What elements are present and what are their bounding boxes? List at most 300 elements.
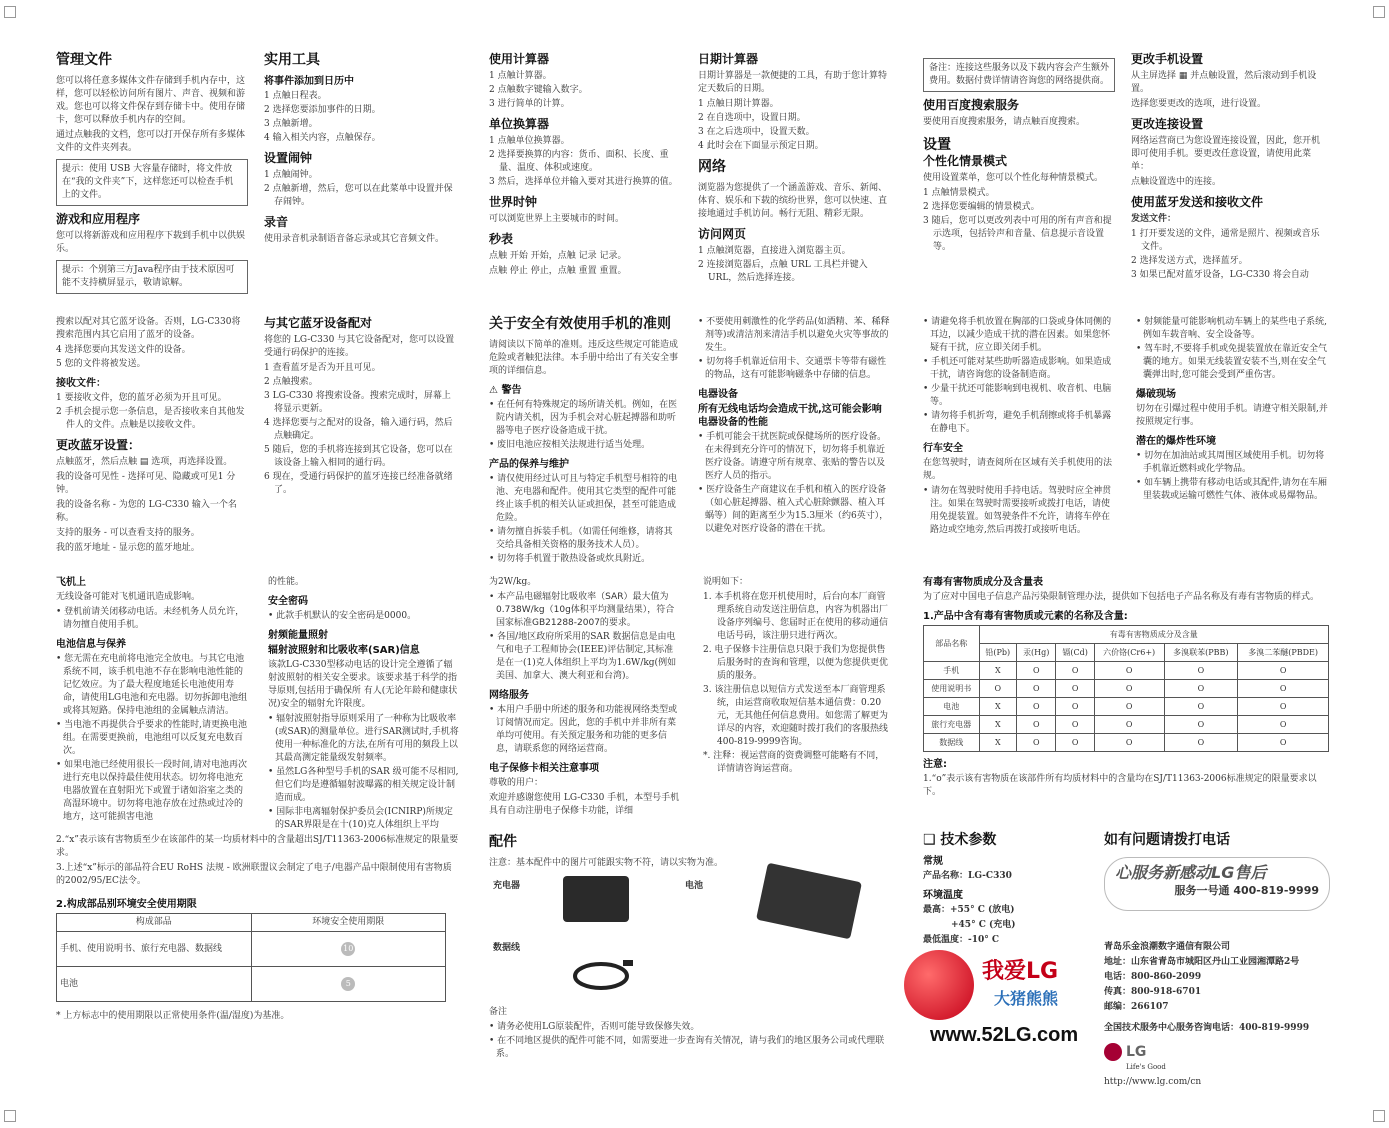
section-sar-2: [489, 576, 681, 820]
period-badge: 5: [341, 977, 355, 991]
cable-image: [569, 956, 639, 996]
paragraph: 尊敬的用户：: [489, 778, 544, 788]
bullet: • 切勿将手机靠近信用卡、交通票卡等带有磁性的物品，这有可能影响磁条中存储的信息。: [698, 356, 890, 382]
step: 3 LG-C330 将搜索设备。搜索完成时，屏幕上将显示更新。: [264, 391, 451, 414]
registration-mark: [4, 6, 16, 18]
paragraph: 使用设置菜单，您可以个性化每种情景模式。: [923, 173, 1104, 183]
table-cell: 电池: [924, 698, 980, 716]
section-contact: [1104, 832, 1330, 1091]
bullet: • 手机可能会干扰医院或保健场所的医疗设备。在未得到充分许可的情况下，切勿将手机靠近医疗设备。请遵守所有规章、张贴的警告以及医疗人员的指示。: [698, 431, 890, 483]
bullet: • 手机还可能对某些助听器造成影响。如果造成干扰，请咨询您的设备制造商。: [923, 356, 1115, 382]
accessory-label: 充电器: [493, 881, 521, 891]
bullet-list: [923, 485, 1115, 537]
tip-box: 提示：个别第三方Java程序由于技术原因可能不支持横屏显示，敬请谅解。: [56, 260, 248, 294]
table-cell: 手机: [924, 662, 980, 680]
bullet: • 请务必使用LG原装配件，否则可能导致保修失效。: [489, 1021, 889, 1034]
step: 2. 电子保修卡注册信息只限于我们为您提供售后服务时的查询和管理，以便为您提供更优质的服务。: [703, 645, 889, 681]
fax: 传真：800-918-6701: [1104, 987, 1202, 997]
bullet-list: [1136, 450, 1328, 503]
watermark-logo: [902, 944, 1104, 1056]
paragraph: 点触蓝牙，然后点触 ▤ 选项，再选择设置。: [56, 457, 233, 467]
subheading: 录音: [264, 215, 289, 229]
table-cell: O: [1238, 734, 1329, 752]
steps-list: [923, 187, 1115, 254]
accessory-label: 电池: [685, 881, 704, 891]
paragraph: 浏览器为您提供了一个涵盖游戏、音乐、新闻、体育、娱乐和下载的缤纷世界，您可以快速、直接地通过手机访问。畅行无阻、精彩无限。: [698, 183, 888, 219]
subheading: 射频能量照射: [268, 630, 328, 641]
registration-mark: [1373, 6, 1385, 18]
bullet-list: [698, 431, 890, 536]
steps-list: [698, 98, 890, 153]
heading: 日期计算器: [698, 52, 759, 66]
section-sar: [268, 576, 460, 833]
steps-list: [489, 70, 681, 111]
table-cell: X: [979, 734, 1017, 752]
warning-icon: ⚠: [489, 385, 498, 396]
hotline: 服务一号通 400-819-9999: [1174, 884, 1319, 897]
step: 3 然后，选择单位并输入要对其进行换算的值。: [489, 177, 678, 187]
paragraph: 选择您要更改的选项，进行设置。: [1131, 99, 1267, 109]
warning-heading: [489, 384, 681, 397]
heading: 更改连接设置: [1131, 117, 1204, 131]
table-cell: O: [1094, 698, 1164, 716]
paragraph: 产品名称：LG-C330: [923, 871, 1012, 881]
bullet: • 如车辆上携带有移动电话或其配件,请勿在车厢里装载或运输可燃性气体、液体或易爆物品。: [1136, 477, 1328, 503]
zip: 邮编：266107: [1104, 1002, 1169, 1012]
table-row: [57, 932, 446, 967]
section-warranty: [703, 576, 893, 777]
charger-image: [563, 876, 629, 922]
table-cell: O: [1164, 680, 1238, 698]
steps-list: [56, 344, 248, 371]
bullet: • 辐射波照射指导原则采用了一种称为比吸收率(或SAR)的测量单位。进行SAR测试时,手机将使用一种标准化的方法,在所有可用的频段上以其最高测定能量级发射频率。: [268, 713, 460, 765]
step: 1 点触日程表。: [264, 91, 327, 101]
heading: 配件: [489, 834, 517, 850]
bullet: • 本用户手册中所述的服务和功能视网络类型或订阅情况而定。因此，您的手机中并非所有菜单均可使用。有关预定服务和功能的更多信息，请联系您的网络运营商。: [489, 704, 681, 756]
step: 2 在自选项中，设置日期。: [698, 113, 806, 123]
subheading: 电器设备: [698, 389, 738, 400]
divider: [20, 566, 1369, 567]
bullet: • 当电池不再提供合乎要求的性能时,请更换电池组。在需要更换前，电池组可以反复充电数百次。: [56, 719, 248, 758]
step: 1 点触日期计算器。: [698, 99, 779, 109]
step: 1 查看蓝牙是否为开且可见。: [264, 363, 381, 373]
section-specs: [923, 832, 1113, 949]
table-cell: [251, 932, 446, 967]
accessory-label: 数据线: [493, 943, 521, 953]
paragraph: 日期计算器是一款便捷的工具，有助于您计算特定天数后的日期。: [698, 71, 888, 94]
step: 3 点触新增。: [264, 119, 318, 129]
table-cell: O: [1238, 662, 1329, 680]
paragraph: 搜索以配对其它蓝牙设备。否则，LG-C330将搜索范围内其它启用了蓝牙的设备。: [56, 317, 241, 340]
step: 2 点触新增，然后，您可以在此菜单中设置并保存闹钟。: [264, 184, 453, 207]
section-accessories: [489, 834, 889, 1074]
heading: 世界时钟: [489, 195, 538, 209]
section-settings: [923, 58, 1115, 255]
table-cell: 手机、使用说明书、旅行充电器、数据线: [57, 932, 252, 967]
table-header: 铅(Pb): [979, 644, 1017, 662]
paragraph: 为2W/kg。: [489, 577, 537, 587]
bullet: • 在不同地区提供的配件可能不同，如需要进一步查询有关情况，请与我们的地区服务公司或代理联系。: [489, 1035, 889, 1061]
bullet-list: [489, 399, 681, 452]
registration-mark: [1373, 1110, 1385, 1122]
heading: ❑ 技术参数: [923, 832, 997, 848]
step: 1. 本手机将在您开机使用时，后台向本厂商管理系统自动发送注册信息，内容为机器出厂设备序列编号、您届时正在使用的移动通信电话号码，该注册只进行两次。: [703, 592, 889, 641]
paragraph: 我的设备名称 - 为您的 LG-C330 输入一个名称。: [56, 500, 237, 523]
company-name: 青岛乐金浪潮数字通信有限公司: [1104, 942, 1231, 952]
step: 2 手机会提示您一条信息，是否接收来自其他发件人的文件。点触是以接收文件。: [56, 407, 245, 430]
phone: 电话：800-860-2099: [1104, 972, 1202, 982]
table-header: 多溴联苯(PBB): [1164, 644, 1238, 662]
lg-icon: [1104, 1043, 1122, 1061]
paragraph: 点触 开始 开始，点触 记录 记录。: [489, 251, 627, 261]
table-cell: O: [1164, 698, 1238, 716]
table-header: 多溴二苯醚(PBDE): [1238, 644, 1329, 662]
step: 2 选择发送方式，选择蓝牙。: [1131, 256, 1248, 266]
bullet-list: [698, 316, 890, 382]
section-hazard: [923, 576, 1329, 801]
section-date-calculator: [698, 52, 890, 286]
paragraph: 切勿在引爆过程中使用手机。请遵守相关限制,并按照规定行事。: [1136, 404, 1328, 427]
paragraph: 点触 停止 停止，点触 重置 重置。: [489, 266, 627, 276]
section-manage-files: [56, 52, 248, 298]
table-cell: X: [979, 662, 1017, 680]
step: 3 在之后选项中，设置天数。: [698, 127, 815, 137]
bullet-list: [923, 316, 1115, 436]
step: 2 点触数字键输入数字。: [489, 85, 588, 95]
step: 2 选择您要添加事件的日期。: [264, 105, 381, 115]
heading: 更改手机设置: [1131, 52, 1204, 66]
heading: 访问网页: [698, 227, 747, 241]
note-box: 备注：连接这些服务以及下载内容会产生额外费用。数据付费详情请咨询您的网络提供商。: [923, 58, 1115, 92]
paragraph: +45° C (充电): [951, 920, 1016, 930]
lg-logo: [1104, 1043, 1330, 1061]
bullet: • 医疗设备生产商建议在手机和植入的医疗设备（如心脏起搏器、植入式心脏除颤器、植入耳蜗等）间的距离至少为15.3厘米（约6英寸），以避免对医疗设备的潜在干扰。: [698, 484, 890, 536]
paragraph: * 上方标志中的使用期限以正常使用条件(温/湿度)为基准。: [56, 1011, 290, 1021]
heading: 设置: [923, 137, 951, 153]
subheading: 网络服务: [489, 690, 529, 701]
heading: 更改蓝牙设置：: [56, 438, 141, 452]
step: 2 连接浏览器后，点触 URL 工具栏并键入URL，然后选择连接。: [698, 260, 868, 283]
table-row: [924, 680, 1329, 698]
subheading: 1.产品中含有毒有害物质或元素的名称及含量:: [923, 611, 1128, 622]
paragraph: 我的蓝牙地址 - 显示您的蓝牙地址。: [56, 543, 200, 553]
step: 3 如果已配对蓝牙设备，LG-C330 将会自动: [1131, 270, 1309, 280]
table-cell: O: [1238, 716, 1329, 734]
table-row: [924, 734, 1329, 752]
heading: 实用工具: [264, 52, 320, 68]
section-lifetime: [56, 834, 460, 1025]
paragraph: 发送文件：: [1131, 214, 1177, 224]
bullet-list: [268, 610, 460, 623]
heading: 关于安全有效使用手机的准则: [489, 316, 671, 332]
table-cell: O: [979, 680, 1017, 698]
step: 3 随后，您可以更改列表中可用的所有声音和提示选项，包括铃声和音量、信息提示音设置等。: [923, 216, 1112, 252]
table-header: 构成部品: [57, 914, 252, 932]
paragraph: 请阅读以下简单的准则。违反这些规定可能造成危险或者触犯法律。本手册中给出了有关安全事项的详细信息。: [489, 340, 679, 376]
heading: 单位换算器: [489, 117, 550, 131]
subheading: 安全密码: [268, 596, 308, 607]
bullet: • 国际非电离辐射保护委员会(ICNIRP)所规定的SAR界限是在十(10)克人体组织上平均: [268, 806, 460, 832]
heading: 如有问题请拨打电话: [1104, 832, 1230, 848]
steps-list: [264, 90, 456, 145]
subheading: 电子保修卡相关注意事项: [489, 763, 599, 774]
subheading: 行车安全: [923, 443, 963, 454]
step: 1 点触计算器。: [489, 71, 552, 81]
step: 1 要接收文件，您的蓝牙必须为开且可见。: [56, 393, 227, 403]
section-phone-settings: [1131, 52, 1327, 283]
paragraph: 点触设置选中的连接。: [1131, 177, 1222, 187]
hazard-table: [923, 625, 1329, 752]
paragraph: 您可以将新游戏和应用程序下载到手机中以供娱乐。: [56, 231, 246, 254]
subheading: 环境温度: [923, 890, 963, 901]
subheading: 常规: [923, 856, 943, 867]
bullet: • 少量干扰还可能影响到电视机、收音机、电脑等。: [923, 383, 1115, 409]
step: 5 您的文件将被发送。: [56, 359, 146, 369]
step: 2 点触搜索。: [264, 377, 318, 387]
heading: 与其它蓝牙设备配对: [264, 316, 373, 330]
divider: [20, 822, 1369, 823]
paragraph: 您可以将任意多媒体文件存储到手机内存中，这样，您可以轻松访问所有图片、声音、视频和游戏。您也可以将文件保存到存储卡中。使用存储卡，您可以释放手机内存的空间。: [56, 76, 246, 125]
step: 5 随后，您的手机将连接到其它设备，您可以在该设备上输入相同的通行码。: [264, 445, 453, 468]
paragraph: 1.“o”表示该有害物质在该部件所有均质材料中的含量均在SJ/T11363-2006标准规定的限量要求以下。: [923, 774, 1317, 797]
table-cell: X: [979, 716, 1017, 734]
heading: 飞机上: [56, 577, 86, 588]
bullet: • 请勿擅自拆装手机。（如需任何维修，请将其交给具备相关资格的服务技术人员）。: [489, 526, 681, 552]
bullet-list: [489, 704, 681, 756]
section-tools: [264, 52, 456, 248]
bullet: • 切勿将手机置于散热设备或炊具附近。: [489, 553, 681, 566]
table-header: 六价铬(Cr6+): [1094, 644, 1164, 662]
paragraph: 该款LG-C330型移动电话的设计完全遵循了辐射波照射的相关安全要求。该要求基于科学的指导原则,包括用于确保所 有人(无论年龄和健康状况)安全的辐射允许限度。: [268, 660, 458, 709]
subheading: 注意:: [923, 759, 947, 770]
lg-circle-logo: [904, 950, 974, 1020]
table-header: 有毒有害物质成分及含量: [979, 626, 1328, 644]
table-cell: O: [1017, 734, 1056, 752]
bullet: • 您无需在充电前将电池完全放电。与其它电池系统不同，该手机电池不存在影响电池性能的记忆效应。为了最大程度地延长电池使用寿命，请使用LG电池和充电器。切勿拆卸电池组或将其短路。保持电池组的金属触点清洁。: [56, 653, 248, 718]
table-cell: O: [1164, 716, 1238, 734]
paragraph: 要使用百度搜索服务，请点触百度搜索。: [923, 117, 1086, 127]
bullet: • 驾车时,不要将手机或免提装置放在靠近安全气囊的地方。如果无线装置安装不当,则在安全气囊弹出时,您可能会受到严重伤害。: [1136, 343, 1328, 382]
paragraph: 支持的服务 - 可以查看支持的服务。: [56, 528, 200, 538]
address: 地址：山东省青岛市城阳区丹山工业园湘潭路2号: [1104, 957, 1300, 967]
step: 1 点触情景模式。: [923, 188, 995, 198]
lifetime-table: [56, 913, 446, 1002]
section-safety-2: [698, 316, 890, 537]
bullet-list: [56, 653, 248, 824]
step: 3. 该注册信息以短信方式发送至本厂商管理系统，由运营商收取短信基本通信费：0.20元，无其他任何信息费用。如您需了解更为详尽的内容，欢迎随时拨打我们的客服热线400-819-9999咨询。: [703, 685, 889, 747]
subheading: 潜在的爆炸性环境: [1136, 436, 1216, 447]
service-logo: [1104, 857, 1330, 911]
bullet-list: [1136, 316, 1328, 382]
steps-list: [1131, 228, 1327, 282]
heading: 管理文件: [56, 52, 112, 68]
table-cell: O: [1164, 662, 1238, 680]
step: 4 此时会在下面显示预定日期。: [698, 141, 824, 151]
table-cell: O: [1017, 698, 1056, 716]
bullet-list: [268, 713, 460, 832]
bullet: • 本产品电磁辐射比吸收率（SAR）最大值为0.738W/kg（10g体积平均测量结果），符合国家标准GB21288-2007的要求。: [489, 591, 681, 630]
lg-wordmark: LG: [1126, 1043, 1147, 1060]
divider: [20, 298, 1369, 299]
table-cell: 数据线: [924, 734, 980, 752]
paragraph: 3.上述“x”标示的部品符合EU RoHS 法规 - 欧洲联盟议会制定了电子/电器产品中限制使用有害物质的2002/95/EC法令。: [56, 863, 452, 886]
step: 1 点触闹钟。: [264, 170, 318, 180]
paragraph: 无线设备可能对飞机通讯造成影响。: [56, 592, 201, 602]
paragraph: 2.“x”表示该有害物质至少在该部件的某一均质材料中的含量超出SJ/T11363-2006标准规定的限量要求。: [56, 835, 459, 858]
steps-list: [264, 169, 456, 209]
section-bluetooth: [56, 316, 248, 557]
paragraph: 最低温度：-10° C: [923, 935, 1000, 945]
heading: 游戏和应用程序: [56, 212, 141, 226]
section-safety: [489, 316, 681, 567]
paragraph: 注意：基本配件中的图片可能跟实物不符，请以实物为准。: [489, 858, 724, 868]
steps-list: [489, 135, 681, 189]
bullet-list: [489, 473, 681, 566]
paragraph: 使用录音机录制语音备忘录或其它音频文件。: [264, 234, 445, 244]
table-cell: O: [1056, 698, 1094, 716]
national-hotline: 全国技术服务中心服务咨询电话：400-819-9999: [1104, 1023, 1310, 1033]
table-cell: 电池: [57, 967, 252, 1002]
bullet: • 切勿在加油站或其周围区域使用手机。切勿将手机靠近燃料或化学物品。: [1136, 450, 1328, 476]
paragraph: 在您驾驶时，请查阅所在区域有关手机使用的法规。: [923, 458, 1113, 481]
table-cell: 旅行充电器: [924, 716, 980, 734]
table-cell: O: [1164, 734, 1238, 752]
table-cell: O: [1056, 734, 1094, 752]
bullet: • 各国/地区政府所采用的SAR 数据信息是由电气和电子工程师协会(IEEE)评估制定,其标准是在一(1)克人体组织上平均为1.6W/kg(例如美国、加拿大、澳大利亚和台湾)。: [489, 631, 681, 683]
subheading: 辐射波照射和比吸收率(SAR)信息: [268, 645, 420, 656]
bullet: • 请避免将手机放置在胸部的口袋或身体同侧的耳边，以减少造成干扰的潜在因素。如果您怀疑有干扰，应立即关闭手机。: [923, 316, 1115, 355]
subheading: 将事件添加到日历中: [264, 76, 354, 87]
bullet: • 虽然LG各种型号手机的SAR 级可能不尽相同,但它们均是遵循辐射波曝露的相关规定设计制造而成。: [268, 766, 460, 805]
table-cell: O: [1017, 662, 1056, 680]
steps-list: [56, 392, 248, 432]
section-pairing: [264, 316, 456, 498]
website[interactable]: http://www.lg.com/cn: [1104, 1077, 1202, 1087]
table-cell: 使用说明书: [924, 680, 980, 698]
subheading: 爆破现场: [1136, 389, 1176, 400]
section-flight: [56, 576, 248, 825]
table-cell: O: [1017, 716, 1056, 734]
step: 4 选择您要与之配对的设备，输入通行码，然后点触确定。: [264, 418, 453, 441]
table-header: 环境安全使用期限: [251, 914, 446, 932]
table-cell: O: [1094, 680, 1164, 698]
paragraph: 说明如下：: [703, 577, 749, 587]
tip-box: 提示：使用 USB 大容量存储时，将文件放在“我的文件夹”下，这样您还可以检查手机上的文件。: [56, 159, 248, 206]
step: 4 选择您要向其发送文件的设备。: [56, 345, 191, 355]
table-header: 镉(Cd): [1056, 644, 1094, 662]
bullet: • 请勿将手机折弯，避免手机刮擦或将手机暴露在静电下。: [923, 410, 1115, 436]
paragraph: 的性能。: [268, 577, 305, 587]
paragraph: 从主屏选择 ▦ 并点触设置，然后滚动到手机设置。: [1131, 71, 1317, 94]
table-row: [57, 967, 446, 1002]
table-cell: O: [1056, 680, 1094, 698]
tagline: Life's Good: [1126, 1063, 1166, 1071]
logo-text: 我爱LG: [982, 959, 1059, 984]
battery-image: [756, 863, 862, 940]
section-safety-4: [1136, 316, 1328, 504]
table-header: 汞(Hg): [1017, 644, 1056, 662]
step: 1 点触单位换算器。: [489, 136, 570, 146]
paragraph: 为了应对中国电子信息产品污染限制管理办法，提供如下包括电子产品名称及有毒有害物质的样式。: [923, 592, 1320, 602]
steps-list: [264, 362, 456, 497]
bullet: • 不要使用刺激性的化学药品(如酒精、苯、稀释剂等)或清洁剂来清洁手机以避免火灾等事故的发生。: [698, 316, 890, 355]
steps-list: [703, 591, 893, 776]
bullet: • 射频能量可能影响机动车辆上的某些电子系统,例如车载音响、安全设备等。: [1136, 316, 1328, 342]
subheading: 所有无线电话均会造成干扰,这可能会影响电器设备的性能: [698, 404, 882, 428]
subheading: 电池信息与保养: [56, 639, 126, 650]
paragraph: 通过点触我的文档，您可以打开保存所有多媒体文件的文件夹列表。: [56, 130, 246, 153]
paragraph: 欢迎并感谢您使用 LG-C330 手机，本型号手机具有自动注册电子保修卡功能，详细: [489, 793, 680, 816]
paragraph: 我的设备可见性 - 选择可见、隐藏或可见1 分钟。: [56, 472, 236, 495]
paragraph: 将您的 LG-C330 与其它设备配对，您可以设置受通行码保护的连接。: [264, 335, 455, 358]
bullet: • 废旧电池应按相关法规进行适当处理。: [489, 439, 681, 452]
step: 6 现在，受通行码保护的蓝牙连接已经准备就绪了。: [264, 472, 453, 495]
heading: 有毒有害物质成分及含量表: [923, 577, 1043, 588]
heading: 使用百度搜索服务: [923, 98, 1020, 112]
site-url: www.52LG.com: [930, 1024, 1079, 1046]
table-cell: O: [1094, 716, 1164, 734]
paragraph: 可以浏览世界上主要城市的时间。: [489, 214, 625, 224]
step: 2 选择要换算的内容：货币、面积、长度、重量、温度、体积或速度。: [489, 150, 669, 173]
table-cell: O: [1056, 716, 1094, 734]
paragraph: 备注: [489, 1007, 508, 1017]
step: 2 选择您要编辑的情景模式。: [923, 202, 1040, 212]
subheading: 2.构成部品别环境安全使用期限: [56, 899, 197, 910]
paragraph: 最高：+55° C (放电): [923, 905, 1015, 915]
table-cell: O: [1238, 680, 1329, 698]
table-row: [924, 716, 1329, 734]
table-cell: O: [1017, 680, 1056, 698]
steps-list: [698, 245, 890, 285]
step: 1 点触浏览器，直接进入浏览器主页。: [698, 246, 851, 256]
bullet: • 登机前请关闭移动电话。未经机务人员允许，请勿擅自使用手机。: [56, 606, 248, 632]
subheading: 个性化情景模式: [923, 154, 1008, 168]
warning-label: 警告: [501, 385, 522, 396]
slogan: 心服务新感动LG售后: [1115, 863, 1267, 882]
subheading: 产品的保养与维护: [489, 459, 569, 470]
subheading: 设置闹钟: [264, 151, 313, 165]
section-safety-3: [923, 316, 1115, 538]
subheading: 接收文件：: [56, 378, 106, 389]
heading: 使用计算器: [489, 52, 550, 66]
bullet-list: [56, 606, 248, 632]
registration-mark: [4, 1110, 16, 1122]
step: 4 输入相关内容，点触保存。: [264, 133, 381, 143]
heading: 秒表: [489, 232, 514, 246]
table-cell: O: [1056, 662, 1094, 680]
step: 1 打开要发送的文件，通常是照片、视频或音乐文件。: [1131, 229, 1320, 252]
table-header: 部品名称: [924, 626, 980, 662]
table-cell: O: [1238, 698, 1329, 716]
paragraph: 网络运营商已为您设置连接设置，因此，您开机即可使用手机。要更改任意设置，请使用此菜单：: [1131, 136, 1321, 172]
period-badge: 10: [341, 942, 355, 956]
bullet: • 在任何有特殊规定的场所请关机。例如，在医院内请关机，因为手机会对心脏起搏器和助听器等电子医疗设备造成干扰。: [489, 399, 681, 438]
bullet: • 此款手机默认的安全密码是0000。: [268, 610, 460, 623]
table-cell: O: [1094, 662, 1164, 680]
table-row: [924, 662, 1329, 680]
bullet: • 如果电池已经使用很长一段时间,请对电池再次进行充电以保持最佳使用状态。切勿将电池充电器放置在直射阳光下或置于诸如浴室之类的高湿环境中。切勿将电池存放在过热或过冷的地方，这可能损害电池: [56, 759, 248, 824]
table-cell: X: [979, 698, 1017, 716]
bullet: • 请仅使用经过认可且与特定手机型号相符的电池、充电器和配件。使用其它类型的配件可能终止该手机的相关认证或担保，甚至可能造成危险。: [489, 473, 681, 525]
bullet-list: [489, 591, 681, 683]
logo-text: 大猪熊熊: [994, 989, 1059, 1008]
bullet-list: [489, 1021, 889, 1061]
bullet: • 请勿在驾驶时使用手持电话。驾驶时应全神贯注。如果在驾驶时需要接听或拨打电话，请使用免提装置。如驾驶条件不允许，请将车停在路边或空地旁,然后再拨打或接听电话。: [923, 485, 1115, 537]
step: 3 进行简单的计算。: [489, 99, 570, 109]
heading: 使用蓝牙发送和接收文件: [1131, 195, 1264, 209]
table-cell: O: [1094, 734, 1164, 752]
table-row: [924, 698, 1329, 716]
